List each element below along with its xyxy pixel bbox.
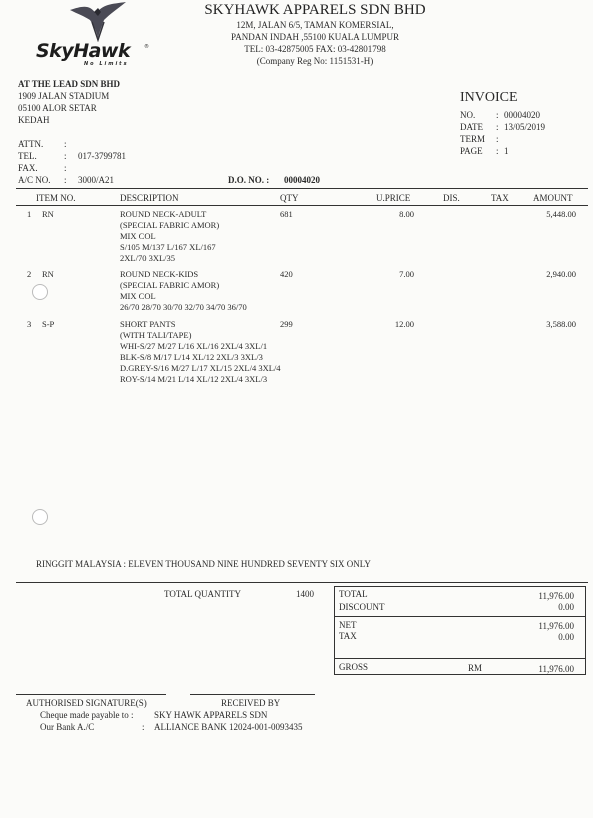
row-amount: 2,940.00 <box>546 269 576 279</box>
tel-label: TEL. <box>18 151 37 161</box>
signature-line <box>16 694 166 695</box>
invoice-date-label: DATE <box>460 122 483 132</box>
fax-label: FAX. <box>18 163 38 173</box>
tel-colon: : <box>64 151 67 161</box>
company-phones: TEL: 03-42875005 FAX: 03-42801798 <box>244 44 386 54</box>
col-header-amount: AMOUNT <box>533 193 573 203</box>
description-line: WHI-S/27 M/27 L/16 XL/16 2XL/4 3XL/1 <box>120 341 268 351</box>
attn-colon: : <box>64 139 67 149</box>
cheque-payable-value: SKY HAWK APPARELS SDN <box>154 710 268 720</box>
table-header-rule <box>16 205 588 206</box>
gross-currency: RM <box>468 663 483 673</box>
description-line: BLK-S/8 M/17 L/14 XL/12 2XL/3 3XL/3 <box>120 352 263 362</box>
logo-tagline: No Limits <box>84 61 129 67</box>
row-qty: 681 <box>280 209 293 219</box>
row-description <box>120 319 281 385</box>
row-amount: 5,448.00 <box>546 209 576 219</box>
row-amount: 3,588.00 <box>546 319 576 329</box>
bank-account-colon: : <box>142 722 145 732</box>
discount-value: 0.00 <box>558 602 574 612</box>
col-header-item: ITEM NO. <box>36 193 76 203</box>
description-line: MIX COL <box>120 291 156 301</box>
fax-colon: : <box>64 163 67 173</box>
totals-divider <box>334 658 586 659</box>
description-line: ROY-S/14 M/21 L/14 XL/12 2XL/4 3XL/3 <box>120 374 268 384</box>
description-line: 26/70 28/70 30/70 32/70 34/70 36/70 <box>120 302 247 312</box>
row-item-code: RN <box>42 209 54 219</box>
authorised-signature-label: AUTHORISED SIGNATURE(S) <box>26 698 147 708</box>
row-description <box>120 209 219 264</box>
description-line: ROUND NECK-ADULT <box>120 209 207 219</box>
row-item-code: S-P <box>42 319 55 329</box>
total-label: TOTAL <box>339 589 368 599</box>
invoice-date-value: 13/05/2019 <box>504 122 546 132</box>
tax-label: TAX <box>339 631 357 641</box>
totals-divider <box>334 616 586 617</box>
row-unit-price: 12.00 <box>394 319 414 329</box>
gross-value: 11,976.00 <box>538 664 574 674</box>
row-unit-price: 8.00 <box>399 209 414 219</box>
invoice-term-colon: : <box>496 134 499 144</box>
hawk-icon <box>68 0 128 42</box>
customer-address-3: KEDAH <box>18 115 50 125</box>
received-by-label: RECEIVED BY <box>221 698 281 708</box>
total-quantity-value: 1400 <box>296 589 314 599</box>
trademark-mark: ® <box>144 44 149 50</box>
invoice-no-value: 00004020 <box>504 110 540 120</box>
row-qty: 420 <box>280 269 293 279</box>
invoice-page-label: PAGE <box>460 146 483 156</box>
col-header-tax: TAX <box>491 193 509 203</box>
invoice-no-label: NO. <box>460 110 476 120</box>
row-item-code: RN <box>42 269 54 279</box>
cheque-payable-label: Cheque made payable to : <box>40 710 134 720</box>
row-qty: 299 <box>280 319 293 329</box>
invoice-no-value-prefix: : <box>496 110 499 120</box>
description-line: (WITH TALI/TAPE) <box>120 330 192 340</box>
tax-value: 0.00 <box>558 632 574 642</box>
row-description <box>120 269 247 313</box>
company-name: SKYHAWK APPARELS SDN BHD <box>204 2 426 18</box>
col-header-unit-price: U.PRICE <box>376 193 411 203</box>
description-line: D.GREY-S/16 M/27 L/17 XL/15 2XL/4 3XL/4 <box>120 363 281 373</box>
bank-account-value: ALLIANCE BANK 12024-001-0093435 <box>154 722 303 732</box>
description-line: S/105 M/137 L/167 XL/167 <box>120 242 216 252</box>
account-no-colon: : <box>64 175 67 185</box>
company-address-2: PANDAN INDAH ,55100 KUALA LUMPUR <box>231 32 399 42</box>
net-label: NET <box>339 620 357 630</box>
row-index: 2 <box>27 269 32 279</box>
total-quantity-label: TOTAL QUANTITY <box>164 589 242 599</box>
row-index: 1 <box>27 209 32 219</box>
col-header-qty: QTY <box>280 193 299 203</box>
punch-hole <box>32 509 48 525</box>
col-header-discount: DIS. <box>443 193 460 203</box>
invoice-page-value: 1 <box>504 146 509 156</box>
total-value: 11,976.00 <box>538 591 574 601</box>
attn-label: ATTN. <box>18 139 44 149</box>
customer-address-2: 05100 ALOR SETAR <box>18 103 97 113</box>
bank-account-label: Our Bank A./C <box>40 722 95 732</box>
description-line: SHORT PANTS <box>120 319 176 329</box>
invoice-title: INVOICE <box>460 90 518 105</box>
company-reg-no: (Company Reg No: 1151531-H) <box>256 56 374 66</box>
gross-label: GROSS <box>339 662 369 672</box>
logo-wordmark: SkyHawk <box>36 40 131 62</box>
description-line: 2XL/70 3XL/35 <box>120 253 176 263</box>
row-index: 3 <box>27 319 32 329</box>
description-line: (SPECIAL FABRIC AMOR) <box>120 220 220 230</box>
row-unit-price: 7.00 <box>399 269 414 279</box>
description-line: MIX COL <box>120 231 156 241</box>
account-no-label: A/C NO. <box>18 175 51 185</box>
invoice-date-colon: : <box>496 122 499 132</box>
invoice-page-colon: : <box>496 146 499 156</box>
customer-address-1: 1909 JALAN STADIUM <box>18 91 110 101</box>
description-line: ROUND NECK-KIDS <box>120 269 199 279</box>
company-address-1: 12M, JALAN 6/5, TAMAN KOMERSIAL, <box>236 20 394 30</box>
account-no-value: 3000/A21 <box>78 175 114 185</box>
amount-in-words: RINGGIT MALAYSIA : ELEVEN THOUSAND NINE HUNDRED SEVENTY SIX ONLY <box>36 559 371 569</box>
invoice-term-label: TERM <box>460 134 486 144</box>
discount-label: DISCOUNT <box>339 602 385 612</box>
received-by-line <box>190 694 315 695</box>
totals-top-rule <box>16 582 588 583</box>
company-logo <box>34 0 154 70</box>
net-value: 11,976.00 <box>538 621 574 631</box>
description-line: (SPECIAL FABRIC AMOR) <box>120 280 220 290</box>
punch-hole <box>32 284 48 300</box>
do-no-label: D.O. NO. : <box>228 175 270 185</box>
table-top-rule <box>16 188 588 189</box>
do-no-value: 00004020 <box>284 175 320 185</box>
tel-value: 017-3799781 <box>78 151 126 161</box>
customer-name: AT THE LEAD SDN BHD <box>18 79 121 89</box>
col-header-description: DESCRIPTION <box>120 193 179 203</box>
